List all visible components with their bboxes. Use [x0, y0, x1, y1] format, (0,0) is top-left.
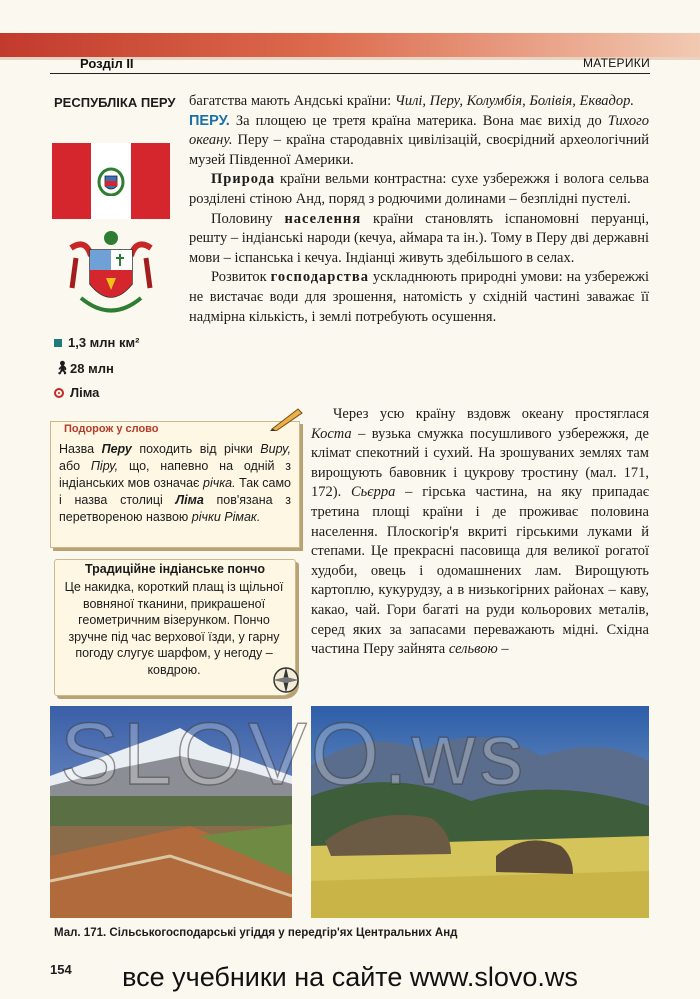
- paragraph-peru: ПЕРУ. За площею це третя країна материка. Вона має вихід до Тихого океану. Перу – країна стародавніх цивілізацій, своєрідний археологічний музей Південної Америки.: [189, 112, 649, 168]
- paragraph-regions: Через усю країну вздовж океану простяглася Коста – вузька смужка посушливого узбережжя, де клімат спекотний і сухий. На зрошуваних землях там вирощують бавовник і цукрову тростину (мал. 171, 172). Сьєрра – гірська частина, на яку припадає третина площі країни і де проживає половина населення. Плоскогір'я вкриті гірськими луками й степами. Це прекрасні пасовища для великої рогатої худоби, овець і одомашнених лам. Вирощують картоплю, кукурудзу, а в низькогірних районах – каву, какао, чай. Гори багаті на руди кольорових металів, серед яких за запасами переважають мідні. Східна частина Перу зайнята сельвою –: [311, 406, 649, 658]
- coat-of-arms-icon: [66, 228, 156, 326]
- paragraph-andean: багатства мають Андські країни: Чилі, Перу, Колумбія, Болівія, Еквадор.: [189, 93, 635, 109]
- poncho-title: Традиційне індіанське пончо: [84, 562, 266, 576]
- word-travel-text: Назва Перу походить від річки Виру, або Піру, що, напевно на одній з індіанських мов означає річка. Так само і назва столиці Ліма пов'язана з перетвореною назвою річки Рімак.: [59, 442, 291, 524]
- main-text: [189, 92, 649, 327]
- photo-andes-farmland: [50, 706, 292, 918]
- header-color-bar: [0, 33, 700, 57]
- header-divider: [50, 73, 650, 74]
- peru-flag: [52, 143, 170, 219]
- flag-emblem-icon: [97, 166, 125, 196]
- country-title: РЕСПУБЛІКА ПЕРУ: [54, 95, 176, 110]
- paragraph-population: Половину населення країни становлять іспаномовні перуанці, решту – індіанські народи (кечуа, аймара та ін.). Тому в Перу дві державні мови – іспанська і кечуа. Індіанці живуть здебільшого в селах.: [189, 210, 649, 266]
- pen-icon: [268, 405, 304, 431]
- section-label: Розділ ІІ: [80, 56, 134, 71]
- right-column-text: [311, 405, 649, 660]
- paragraph-economy: Розвиток господарства ускладнюють природні умови: на узбережжі не вистачає води для зрошення, натомість у східній частині заважає її надмірна кількість, і землі потребують осушення.: [189, 269, 649, 325]
- paragraph-nature: Природа країни вельми контрастна: сухе узбережжя і волога сельва розділені стіною Анд, поряд з родючими долинами – безплідні пустелі.: [189, 171, 649, 207]
- poncho-text: Це накидка, короткий плащ із щільної вовняної тканини, прикрашеної геометричним візерунком. Пончо зручне під час верхової їзди, у гарну погоду слугує шарфом, у негоду – ковдрою.: [64, 580, 284, 677]
- person-icon: 🚶︎: [54, 360, 71, 375]
- chapter-label: МАТЕРИКИ: [582, 56, 650, 70]
- photo-highland-pasture: [311, 706, 649, 918]
- fact-area: 1,3 млн км²: [54, 335, 139, 350]
- watermark: SLOVO.ws: [60, 704, 528, 803]
- fact-population: 🚶︎ 28 млн: [54, 360, 114, 376]
- fact-capital: Ліма: [54, 385, 99, 400]
- figure-caption: Мал. 171. Сільськогосподарські угіддя у передгір'ях Центральних Анд: [54, 927, 458, 939]
- area-square-icon: [54, 339, 62, 347]
- footer-site-banner: все учебники на сайте www.slovo.ws: [122, 962, 578, 992]
- page-number: 154: [50, 962, 72, 977]
- word-travel-title: Подорож у слово: [64, 423, 159, 435]
- capital-city-icon: [54, 388, 64, 398]
- compass-icon: [271, 665, 301, 695]
